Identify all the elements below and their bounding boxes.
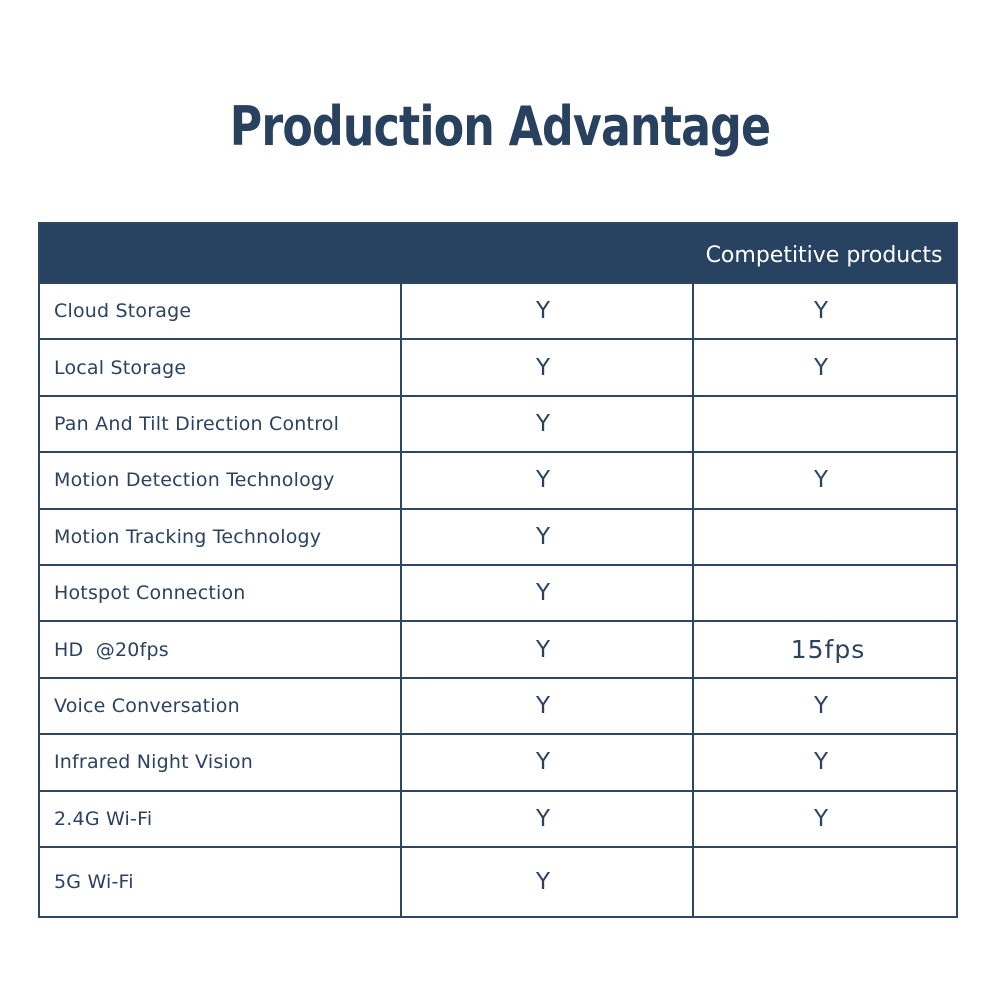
competitor-cell (692, 395, 956, 451)
ours-cell: Y (400, 451, 692, 507)
header-feature (40, 224, 400, 282)
feature-cell: Hotspot Connection (40, 564, 400, 620)
header-competitive-products: Competitive products (705, 242, 943, 268)
ours-cell: Y (400, 564, 692, 620)
feature-cell: Pan And Tilt Direction Control (40, 395, 400, 451)
feature-cell: HD @20fps (40, 620, 400, 676)
table-header (40, 224, 956, 282)
competitor-cell (692, 508, 956, 564)
ours-cell: Y (400, 790, 692, 846)
comparison-table (38, 222, 958, 918)
competitor-cell: 15fps (692, 620, 956, 676)
ours-cell: Y (400, 677, 692, 733)
competitor-cell: Y (692, 790, 956, 846)
feature-cell: 5G Wi-Fi (40, 846, 400, 916)
competitor-cell: Y (692, 282, 956, 338)
header-ours (400, 224, 692, 282)
ours-cell: Y (400, 508, 692, 564)
ours-cell: Y (400, 733, 692, 789)
feature-cell: Cloud Storage (40, 282, 400, 338)
competitor-cell: Y (692, 677, 956, 733)
ours-cell: Y (400, 282, 692, 338)
competitor-cell: Y (692, 338, 956, 394)
page-title: Production Advantage (229, 95, 771, 158)
competitor-cell: Y (692, 451, 956, 507)
feature-cell: Motion Tracking Technology (40, 508, 400, 564)
feature-cell: Local Storage (40, 338, 400, 394)
competitor-cell (692, 564, 956, 620)
feature-cell: Voice Conversation (40, 677, 400, 733)
feature-cell: Motion Detection Technology (40, 451, 400, 507)
ours-cell: Y (400, 395, 692, 451)
competitor-cell: Y (692, 733, 956, 789)
ours-cell: Y (400, 338, 692, 394)
ours-cell: Y (400, 620, 692, 676)
competitor-cell (692, 846, 956, 916)
ours-cell: Y (400, 846, 692, 916)
feature-cell: 2.4G Wi-Fi (40, 790, 400, 846)
feature-cell: Infrared Night Vision (40, 733, 400, 789)
